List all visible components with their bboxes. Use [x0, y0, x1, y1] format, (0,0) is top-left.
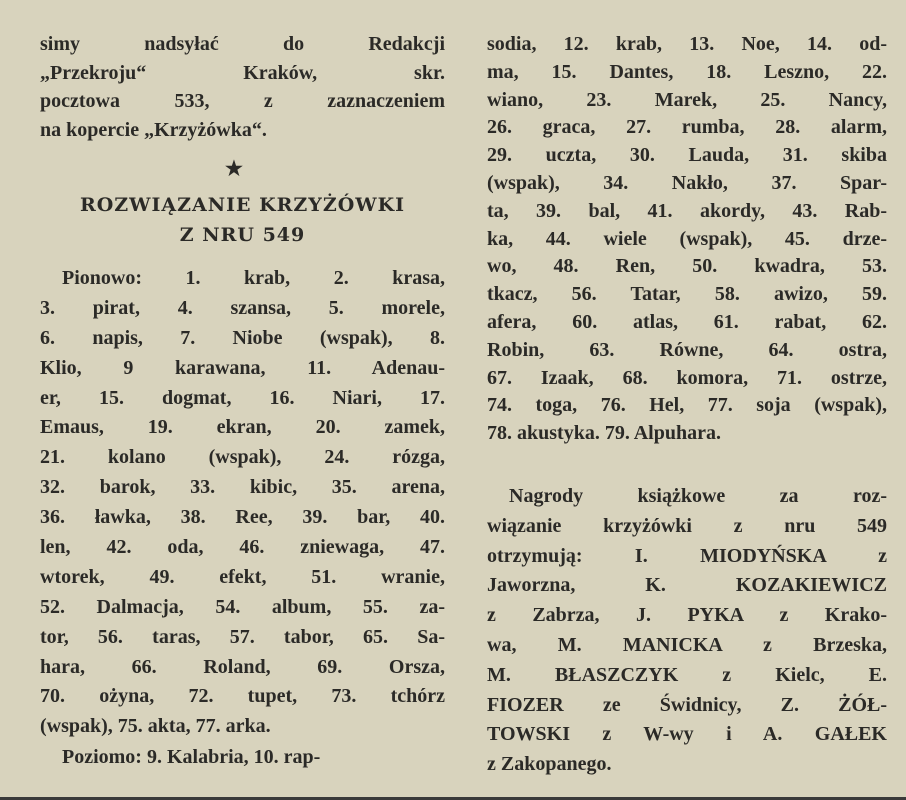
text-line: FIOZER ze Świdnicy, Z. ŻÓŁ- — [487, 693, 887, 716]
text-line: „Przekroju“ Kraków, skr. — [40, 61, 445, 84]
text-line: 70. ożyna, 72. tupet, 73. tchórz — [40, 685, 445, 708]
text-line: ma, 15. Dantes, 18. Leszno, 22. — [487, 60, 887, 83]
text-line: sodia, 12. krab, 13. Noe, 14. od- — [487, 33, 887, 55]
text-line: Nagrody książkowe za roz- — [509, 485, 887, 507]
text-line: er, 15. dogmat, 16. Niari, 17. — [40, 386, 445, 409]
text-line: z Zakopanego. — [487, 753, 612, 776]
text-line: ka, 44. wiele (wspak), 45. drze- — [487, 227, 887, 250]
pionowo-paragraph — [40, 264, 445, 742]
text-line: tkacz, 56. Tatar, 58. awizo, 59. — [487, 283, 887, 306]
text-line: afera, 60. atlas, 61. rabat, 62. — [487, 310, 887, 333]
text-line: 3. pirat, 4. szansa, 5. morele, — [40, 296, 445, 319]
text-line: 32. barok, 33. kibic, 35. arena, — [40, 476, 445, 499]
text-line: len, 42. oda, 46. zniewaga, 47. — [40, 536, 445, 559]
pionowo-section — [40, 264, 445, 772]
text-line: 67. Izaak, 68. komora, 71. ostrze, — [487, 366, 887, 389]
solution-heading — [40, 190, 445, 250]
star-separator: ★ — [225, 158, 243, 180]
text-line: M. BŁASZCZYK z Kielc, E. — [487, 663, 887, 686]
text-line: 78. akustyka. 79. Alpuhara. — [487, 422, 721, 445]
text-line: 36. ławka, 38. Ree, 39. bar, 40. — [40, 506, 445, 529]
poziomo-start-line: Poziomo: 9. Kalabria, 10. rap- — [62, 746, 321, 769]
text-line: 26. graca, 27. rumba, 28. alarm, — [487, 116, 887, 139]
text-line: hara, 66. Roland, 69. Orsza, — [40, 655, 445, 678]
text-line: wtorek, 49. efekt, 51. wranie, — [40, 565, 445, 588]
text-line: pocztowa 533, z zaznaczeniem — [40, 90, 445, 113]
text-line: tor, 56. taras, 57. tabor, 65. Sa- — [40, 625, 445, 648]
heading-line-2: Z NRU 549 — [179, 224, 306, 246]
text-line: 21. kolano (wspak), 24. rózga, — [40, 446, 445, 469]
text-line: 52. Dalmacja, 54. album, 55. za- — [40, 595, 445, 618]
text-line: wa, M. MANICKA z Brzeska, — [487, 633, 887, 656]
text-line: 29. uczta, 30. Lauda, 31. skiba — [487, 144, 887, 167]
text-line: otrzymują: I. MIODYŃSKA z — [487, 544, 887, 567]
text-line: wiązanie krzyżówki z nru 549 — [487, 514, 887, 537]
text-line: Klio, 9 karawana, 11. Adenau- — [40, 356, 445, 379]
text-line: simy nadsyłać do Redakcji — [40, 33, 445, 55]
text-line: na kopercie „Krzyżówka“. — [40, 118, 267, 141]
text-line: (wspak), 34. Nakło, 37. Spar- — [487, 171, 887, 194]
text-line: z Zabrza, J. PYKA z Krako- — [487, 604, 887, 627]
text-line: Robin, 63. Równe, 64. ostra, — [487, 338, 887, 361]
text-line: Pionowo: 1. krab, 2. krasa, — [62, 267, 445, 289]
text-line: wiano, 23. Marek, 25. Nancy, — [487, 88, 887, 111]
heading-line-1: ROZWIĄZANIE KRZYŻÓWKI — [79, 194, 406, 216]
right-column — [487, 31, 887, 448]
prizes-section — [487, 482, 887, 780]
text-line: ta, 39. bal, 41. akordy, 43. Rab- — [487, 199, 887, 222]
text-line: 6. napis, 7. Niobe (wspak), 8. — [40, 326, 445, 349]
left-column — [40, 30, 445, 144]
poziomo-paragraph — [487, 31, 887, 448]
text-line: (wspak), 75. akta, 77. arka. — [40, 715, 271, 738]
text-line: TOWSKI z W-wy i A. GAŁEK — [487, 723, 887, 746]
prizes-paragraph — [487, 482, 887, 780]
text-line: Emaus, 19. ekran, 20. zamek, — [40, 416, 445, 439]
text-line: 74. toga, 76. Hel, 77. soja (wspak), — [487, 394, 887, 417]
text-line: Jaworzna, K. KOZAKIEWICZ — [487, 574, 887, 597]
intro-paragraph — [40, 30, 445, 144]
text-line: wo, 48. Ren, 50. kwadra, 53. — [487, 255, 887, 278]
